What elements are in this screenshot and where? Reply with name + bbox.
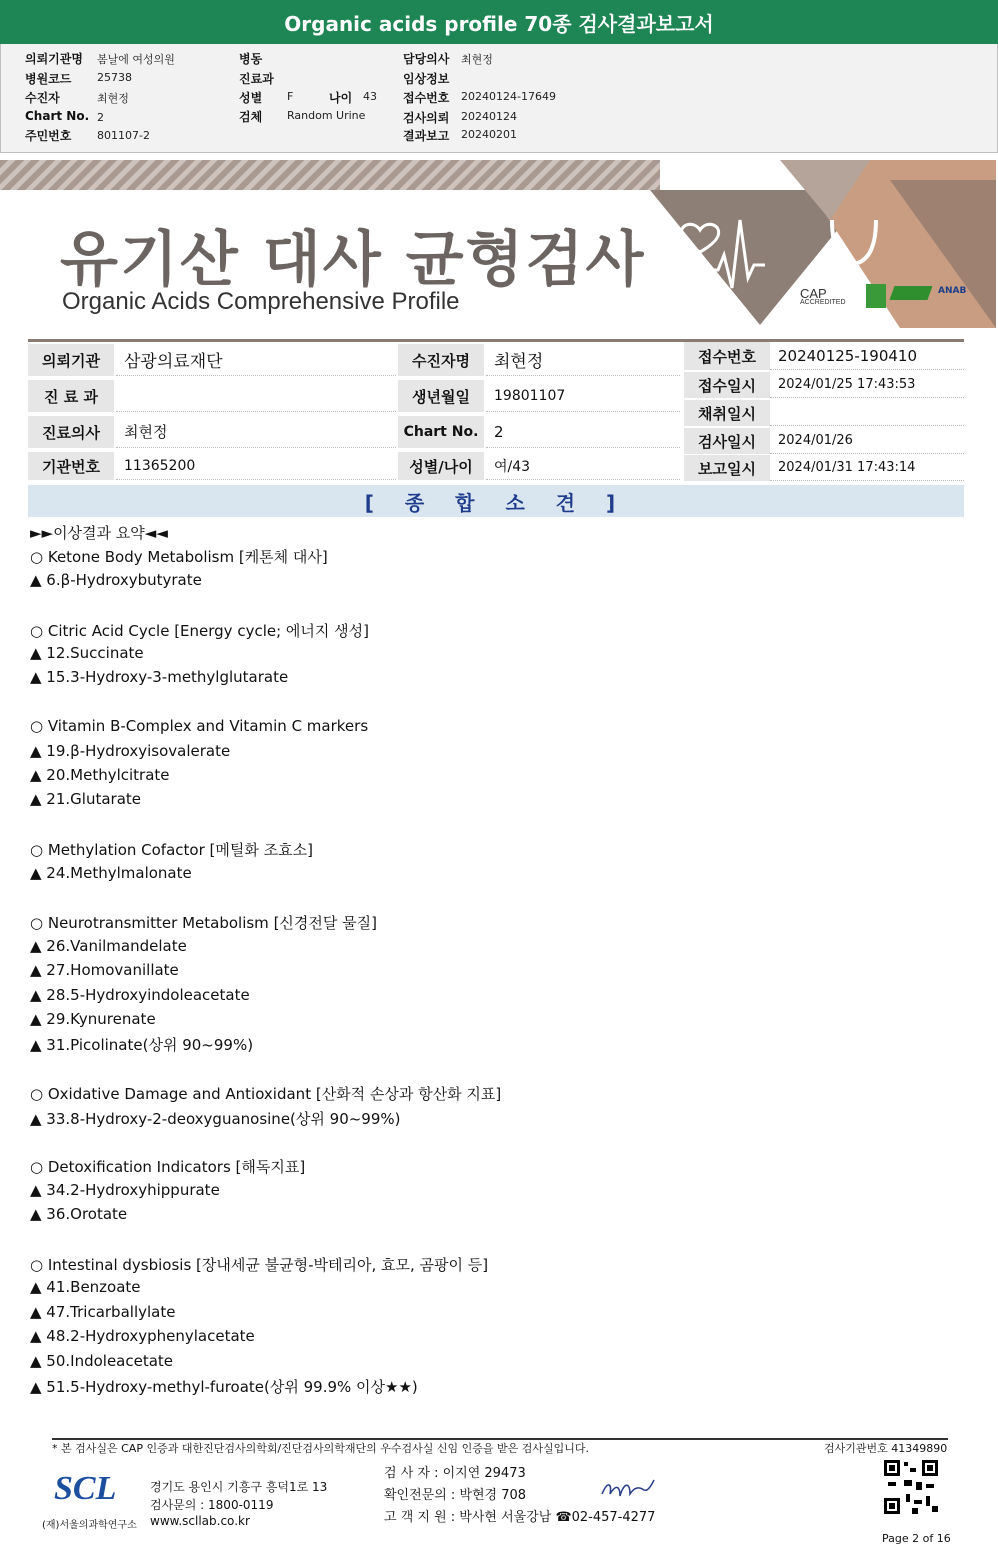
info-label: 성별/나이 — [398, 452, 484, 480]
abnormal-result-item: ▲ 31.Picolinate(상위 90~99%) — [30, 1036, 254, 1055]
abnormal-result-item: ▲ 28.5-Hydroxyindoleacetate — [30, 985, 250, 1004]
info-label: 의뢰기관 — [28, 344, 114, 376]
header-value: 20240201 — [461, 128, 517, 141]
info-value: 2024/01/26 — [770, 428, 964, 454]
qr-code-icon — [884, 1460, 938, 1514]
header-value: 최현정 — [97, 92, 129, 105]
info-label: 진료의사 — [28, 416, 114, 448]
abnormal-result-item: ▲ 21.Glutarate — [30, 790, 141, 809]
abnormal-result-item: ▲ 20.Methylcitrate — [30, 766, 170, 784]
header-label: 병원코드 — [25, 72, 72, 86]
header-value: 20240124-17649 — [461, 90, 556, 103]
cap-logo-subtext: ACCREDITED — [800, 299, 846, 306]
info-value: 19801107 — [486, 380, 680, 412]
report-banner-title: Organic acids profile 70종 검사결과보고서 — [0, 0, 998, 44]
info-value: 20240125-190410 — [770, 342, 964, 370]
summary-heading: [ 종 합 소 견 ] — [28, 485, 964, 517]
header-label: 의뢰기관명 — [25, 52, 83, 66]
section-title: ○ Neurotransmitter Metabolism [신경전달 물질] — [30, 914, 377, 933]
section-title: ○ Methylation Cofactor [메틸화 조효소] — [30, 841, 313, 860]
cap-logo — [800, 286, 846, 306]
abnormal-result-item: ▲ 6.β-Hydroxybutyrate — [30, 570, 202, 589]
abnormal-result-item: ▲ 33.8-Hydroxy-2-deoxyguanosine(상위 90~99%) — [30, 1109, 401, 1128]
header-value: 2 — [97, 111, 104, 124]
header-value: F — [287, 90, 294, 103]
cap-logo-text: CAP — [800, 286, 827, 301]
info-label: 채취일시 — [684, 400, 770, 426]
abnormal-result-item: ▲ 26.Vanilmandelate — [30, 936, 187, 955]
abnormal-result-item: ▲ 47.Tricarballylate — [30, 1302, 176, 1321]
header-info-panel — [0, 44, 998, 153]
certification-notice: * 본 검사실은 CAP 인증과 대한진단검사의학회/진단검사의학재단의 우수검사실 신임 인증을 받은 검사실입니다. — [52, 1442, 590, 1455]
header-value: 최현정 — [461, 53, 493, 66]
header-label: 접수번호 — [403, 91, 450, 105]
confirming-physician: 확인전문의 : 박현경 708 — [384, 1488, 527, 1503]
lmi-logo — [866, 284, 886, 308]
header-label: 담당의사 — [403, 52, 450, 66]
info-value: 2024/01/31 17:43:14 — [770, 455, 964, 481]
decorative-stripe — [0, 160, 660, 190]
section-title: ○ Vitamin B-Complex and Vitamin C markers — [30, 717, 369, 736]
header-label: 결과보고 — [403, 129, 450, 143]
header-label: Chart No. — [25, 109, 90, 123]
organization-name: (재)서울의과학연구소 — [42, 1520, 137, 1531]
summary-intro: ►►이상결과 요약◄◄ — [30, 524, 168, 542]
report-title-english: Organic Acids Comprehensive Profile — [62, 288, 460, 315]
address: 경기도 용인시 기흥구 흥덕1로 13 — [150, 1480, 328, 1494]
info-value: 2024/01/25 17:43:53 — [770, 372, 964, 398]
info-value — [770, 400, 964, 426]
info-label: 진 료 과 — [28, 380, 114, 412]
header-label: 검체 — [239, 110, 263, 124]
section-title: ○ Ketone Body Metabolism [케톤체 대사] — [30, 548, 328, 567]
header-label: 성별 — [239, 91, 263, 105]
inquiry-phone: 검사문의 : 1800-0119 — [150, 1498, 274, 1512]
abnormal-result-item: ▲ 48.2-Hydroxyphenylacetate — [30, 1327, 255, 1346]
info-label: 접수번호 — [684, 342, 770, 370]
abnormal-result-item: ▲ 36.Orotate — [30, 1205, 128, 1224]
info-label: 보고일시 — [684, 455, 770, 481]
header-label: 진료과 — [239, 72, 274, 86]
info-value: 삼광의료재단 — [116, 344, 396, 376]
scl-logo: SCL — [54, 1470, 117, 1507]
info-label: 기관번호 — [28, 452, 114, 480]
report-title-korean: 유기산 대사 균형검사 — [60, 225, 646, 295]
abnormal-result-item: ▲ 41.Benzoate — [30, 1278, 141, 1297]
info-value: 최현정 — [486, 344, 680, 376]
header-value: Random Urine — [287, 109, 366, 122]
info-label: 접수일시 — [684, 372, 770, 398]
section-title: ○ Citric Acid Cycle [Energy cycle; 에너지 생성] — [30, 621, 369, 640]
abnormal-result-item: ▲ 34.2-Hydroxyhippurate — [30, 1180, 220, 1199]
header-value: 801107-2 — [97, 129, 150, 142]
abnormal-result-item: ▲ 29.Kynurenate — [30, 1010, 156, 1028]
abnormal-result-item: ▲ 24.Methylmalonate — [30, 863, 192, 882]
section-title: ○ Oxidative Damage and Antioxidant [산화적 손상과 항산화 지표] — [30, 1085, 502, 1104]
header-label: 나이 — [329, 91, 353, 105]
abnormal-result-item: ▲ 15.3-Hydroxy-3-methylglutarate — [30, 668, 289, 687]
header-label: 주민번호 — [25, 129, 72, 143]
info-label: 수진자명 — [398, 344, 484, 376]
website-link[interactable]: www.scllab.co.kr — [150, 1514, 250, 1528]
header-value: 봄날에 여성의원 — [97, 53, 175, 66]
header-label: 임상정보 — [403, 72, 450, 86]
lab-number: 검사기관번호 41349890 — [824, 1442, 948, 1455]
info-label: Chart No. — [398, 416, 484, 448]
abnormal-result-item: ▲ 50.Indoleacetate — [30, 1351, 174, 1370]
anab-logo: ANAB — [938, 286, 967, 296]
tester: 검 사 자 : 이지연 29473 — [384, 1466, 526, 1481]
abnormal-result-item: ▲ 27.Homovanillate — [30, 961, 179, 980]
abnormal-result-item: ▲ 51.5-Hydroxy-methyl-furoate(상위 99.9% 이상★★) — [30, 1378, 418, 1396]
header-label: 병동 — [239, 52, 263, 66]
page-number: Page 2 of 16 — [882, 1532, 951, 1545]
info-value: 2 — [486, 416, 680, 448]
info-value: 11365200 — [116, 452, 396, 480]
footer-divider — [52, 1438, 948, 1440]
header-value: 20240124 — [461, 110, 517, 123]
info-value: 최현정 — [116, 416, 396, 448]
header-value: 25738 — [97, 71, 132, 84]
info-label: 검사일시 — [684, 428, 770, 454]
section-title: ○ Intestinal dysbiosis [장내세균 불균형-박테리아, 효모, 곰팡이 등] — [30, 1256, 489, 1274]
section-title: ○ Detoxification Indicators [해독지표] — [30, 1158, 306, 1177]
header-label: 수진자 — [25, 91, 60, 105]
header-value: 43 — [363, 90, 377, 103]
info-value — [116, 380, 396, 412]
info-label: 생년월일 — [398, 380, 484, 412]
info-value: 여/43 — [486, 452, 680, 480]
abnormal-result-item: ▲ 19.β-Hydroxyisovalerate — [30, 741, 231, 760]
kla-logo — [889, 286, 932, 300]
customer-support: 고 객 지 원 : 박사현 서울강남 ☎02-457-4277 — [384, 1510, 656, 1525]
abnormal-result-item: ▲ 12.Succinate — [30, 644, 144, 662]
header-label: 검사의뢰 — [403, 111, 450, 125]
signature — [598, 1476, 658, 1502]
